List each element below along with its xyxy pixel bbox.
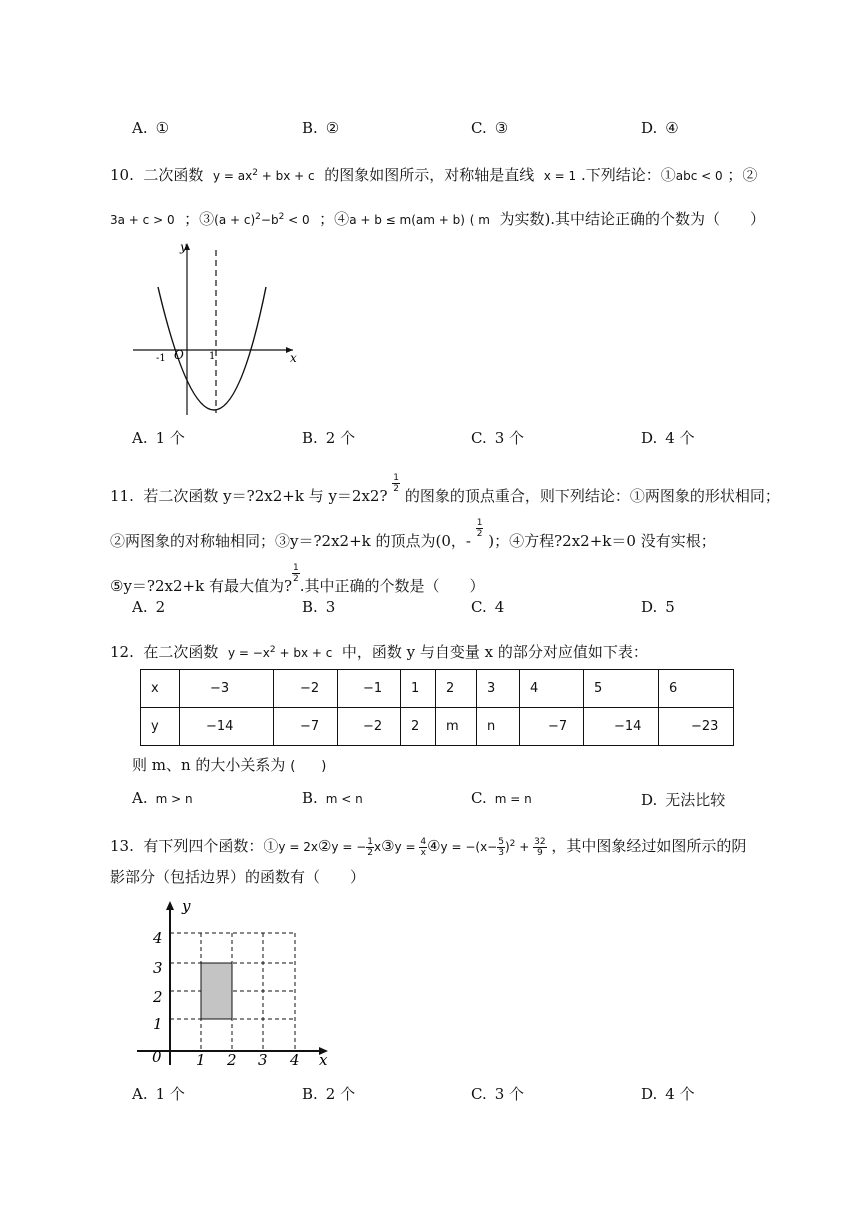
table-cell: −2 [338, 708, 401, 746]
missing-glyph-icon: ? [146, 577, 155, 595]
q9-option-c[interactable]: C. ③ [471, 119, 509, 137]
q9-option-b[interactable]: B. ② [302, 119, 340, 137]
q13-x-tick-3: 3 [258, 1051, 268, 1069]
table-cell: −7 [274, 708, 338, 746]
q11-option-c[interactable]: C. 4 [471, 598, 505, 616]
q13-option-a[interactable]: A. 1 个 [132, 1085, 185, 1103]
q13-x-label: x [319, 1051, 328, 1069]
table-cell: 6 [659, 670, 734, 708]
table-cell: 4 [520, 670, 584, 708]
q12-line-1: 12. 在二次函数 $y = -x^2$ + bx + c 中，函数 y 与自变量 x 的部分对应值如下表： [110, 643, 648, 661]
q10-origin-label: O [174, 348, 184, 362]
q10-option-d[interactable]: D. 4 个 [641, 429, 695, 447]
missing-glyph-icon: ? [283, 577, 292, 595]
q11-options [132, 598, 832, 620]
table-cell: 3 [477, 670, 520, 708]
q13-y-tick-4: 4 [153, 929, 163, 947]
q10-parabola-graph [125, 235, 305, 420]
table-cell: 1 [401, 670, 436, 708]
q12-option-d[interactable]: D. 无法比较 [641, 791, 726, 809]
q10-option-c[interactable]: C. 3 个 [471, 429, 525, 447]
q10-tick-1: 1 [209, 351, 216, 362]
missing-glyph-icon: ? [313, 532, 322, 550]
table-cell: −14 [584, 708, 659, 746]
table-cell: x [141, 670, 180, 708]
q13-origin-label: 0 [152, 1048, 162, 1066]
q10-option-b[interactable]: B. 2 个 [302, 429, 356, 447]
q11-line-2: ②两图象的对称轴相同；③y＝?2x2+k 的顶点为(0，- $\frac{1}{2}$ )；④方程?2x2+k＝0 没有实根； [110, 518, 716, 550]
table-cell: −1 [338, 670, 401, 708]
q13-line-1: 13. 有下列四个函数：①y = 2x②y = − $\frac{1}{2}$ x③y = $\frac{4}{x}$ ④y = −(x− $\frac{5}{3}$ )$^2$ + $\frac{32}{9}$ ，其中图象经过如图所示的阴 [110, 837, 747, 858]
q13-option-b[interactable]: B. 2 个 [302, 1085, 356, 1103]
q10-line-2: 3a + c > 0 ；③(a + $c)^2-b^2 < 0$ ；④a + b ≤ m(am + b) ( m 为实数).其中结论正确的个数为（ ） [110, 210, 766, 228]
q12-option-c[interactable]: C. m = n [471, 789, 532, 807]
q13-x-tick-1: 1 [196, 1051, 206, 1069]
q13-y-tick-2: 2 [153, 988, 163, 1006]
q13-option-c[interactable]: C. 3 个 [471, 1085, 525, 1103]
table-cell: 2 [401, 708, 436, 746]
table-cell: −14 [180, 708, 274, 746]
q13-y-arrow-icon [166, 901, 174, 910]
q11-option-b[interactable]: B. 3 [302, 598, 336, 616]
table-cell: −23 [659, 708, 734, 746]
q11-option-a[interactable]: A. 2 [132, 598, 166, 616]
table-row [141, 670, 734, 708]
table-cell: −7 [520, 708, 584, 746]
q13-y-tick-3: 3 [153, 959, 163, 977]
q12-options [132, 789, 832, 811]
q13-y-tick-1: 1 [153, 1015, 163, 1033]
missing-glyph-icon: ? [554, 532, 563, 550]
q10-options [132, 427, 832, 449]
q13-x-tick-4: 4 [290, 1051, 300, 1069]
q12-option-b[interactable]: B. m < n [302, 789, 363, 807]
q13-y-label: y [182, 897, 191, 915]
q13-options [132, 1083, 832, 1105]
q11-line-3: ⑤y＝?2x2+k 有最大值为? $\frac{1}{2}$ .其中正确的个数是（ ） [110, 563, 485, 595]
q12-value-table [140, 669, 734, 746]
q10-y-label: y [180, 240, 187, 254]
missing-glyph-icon: ? [246, 487, 255, 505]
table-cell: −3 [180, 670, 274, 708]
q10-line-1: 10. 二次函数 $y = ax^2$ + bx + c 的图象如图所示，对称轴是直线 x = 1 .下列结论：①abc < 0 ；② [110, 166, 758, 184]
q9-option-d[interactable]: D. ④ [641, 119, 679, 137]
q10-x-label: x [290, 351, 297, 365]
q10-option-a[interactable]: A. 1 个 [132, 429, 185, 447]
q13-grid-figure [135, 893, 340, 1073]
q9-options [132, 119, 832, 141]
table-cell: m [436, 708, 477, 746]
table-cell: y [141, 708, 180, 746]
table-cell: n [477, 708, 520, 746]
q13-shaded-region [201, 963, 232, 1019]
q11-option-d[interactable]: D. 5 [641, 598, 675, 616]
q13-x-tick-2: 2 [227, 1051, 237, 1069]
table-row [141, 708, 734, 746]
table-cell: 2 [436, 670, 477, 708]
q10-tick-neg1: -1 [156, 353, 166, 364]
missing-glyph-icon: ? [379, 487, 388, 505]
q12-line-2: 则 m、n 的大小关系为 ( ) [132, 756, 327, 774]
table-cell: −2 [274, 670, 338, 708]
q9-option-a[interactable]: A. ① [132, 119, 170, 137]
q13-option-d[interactable]: D. 4 个 [641, 1085, 695, 1103]
q13-line-2: 影部分（包括边界）的函数有（ ） [110, 868, 366, 886]
q12-option-a[interactable]: A. m > n [132, 789, 193, 807]
table-cell: 5 [584, 670, 659, 708]
q11-line-1: 11. 若二次函数 y＝?2x2+k 与 y＝2x2? $\frac{1}{2}$ 的图象的顶点重合，则下列结论：①两图象的形状相同； [110, 473, 780, 505]
